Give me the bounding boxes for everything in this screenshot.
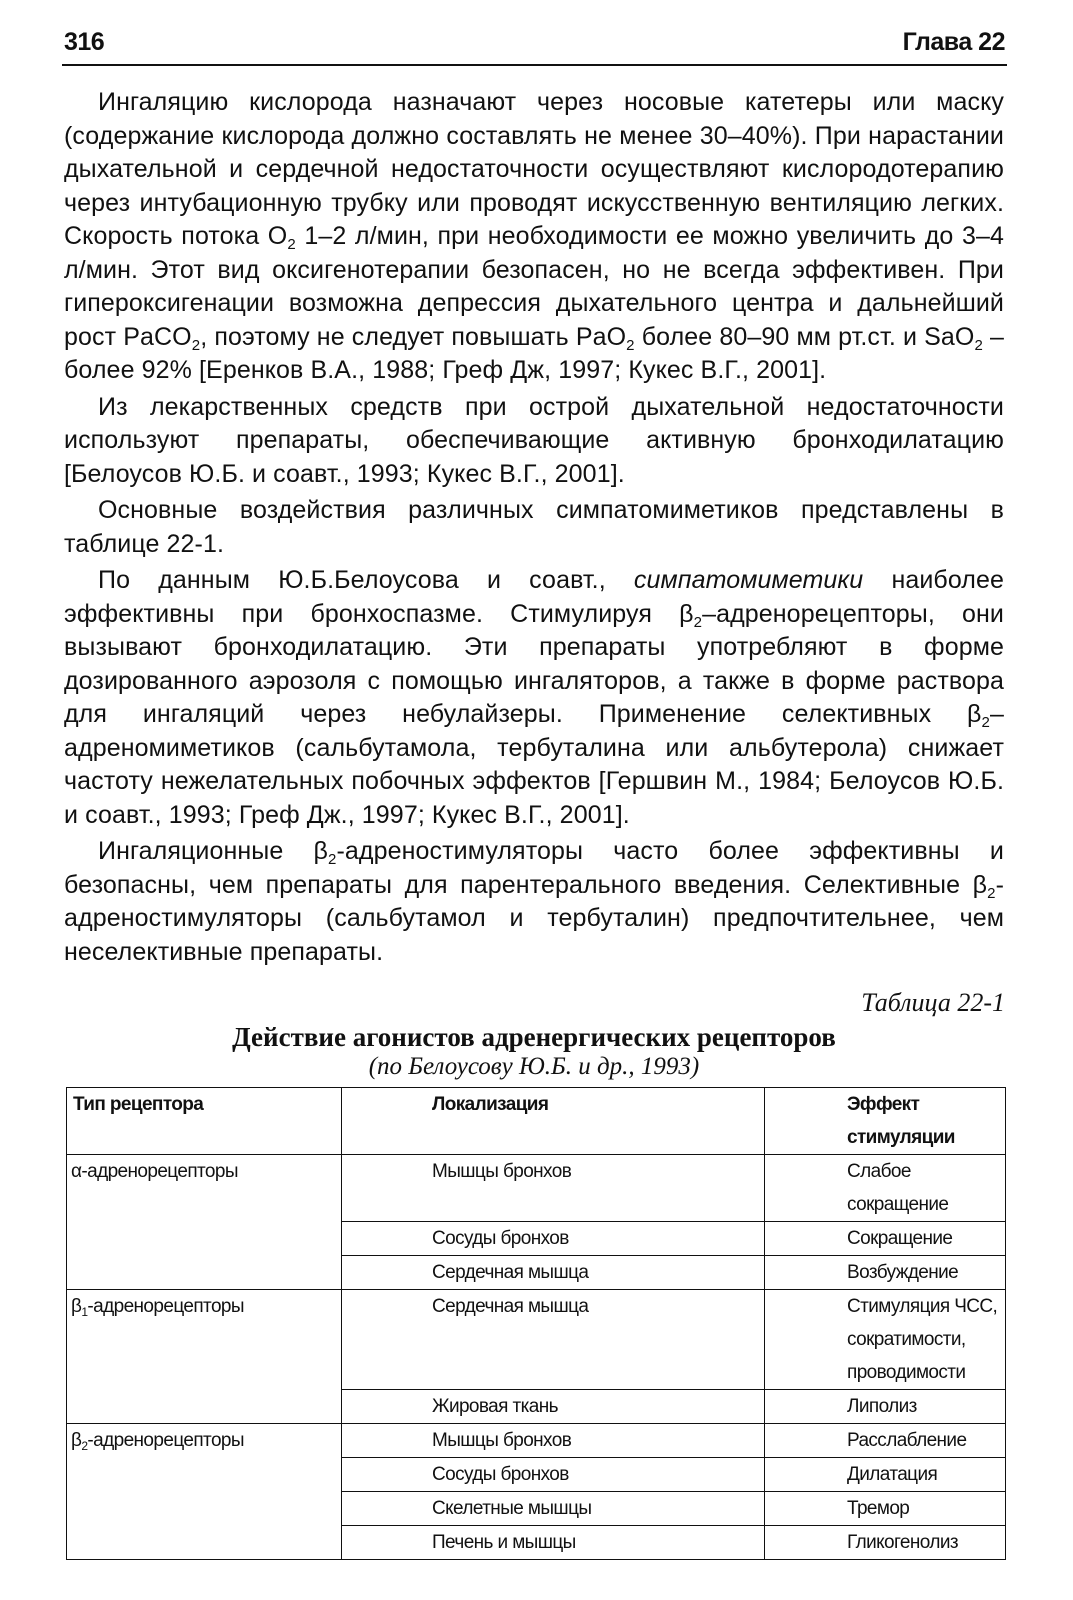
chapter-title: Глава 22 (902, 28, 1005, 56)
effect-cell: Возбуждение (765, 1256, 1006, 1290)
localization-cell: Жировая ткань (342, 1390, 765, 1424)
paragraph-inhaled-agonists: Ингаляционные $\beta_2$-адреностимуляторы часто более эффективны и безопасны, чем препараты для парентерального введения. Селективные $\beta_2$-адреностимуляторы (сальбутамол и тербуталин) предпочтительнее, чем неселективные препараты. (64, 837, 1004, 966)
page-number: 316 (64, 28, 105, 56)
paragraph-sympathomimetics: По данным Ю.Б.Белоусова и соавт., симпатомиметики наиболее эффективны при бронхоспазме. Стимулируя $\beta_2$–адренорецепторы, они вызывают бронходилатацию. Эти препараты употребляют в форме дозированного аэрозоля с помощью ингаляторов, а также в форме раствора для ингаляций через небулайзеры. Применение селективных $\beta_2$–адреномиметиков (сальбутамола, тербуталина или альбутерола) снижает частоту нежелательных побочных эффектов [Гершвин М., 1984; Белоусов Ю.Б. и соавт., 1993; Греф Дж., 1997; Кукес В.Г., 2001]. (64, 566, 1004, 829)
receptor-beta1: $\beta_1$-адренорецепторы (67, 1290, 342, 1424)
receptor-beta2: $\beta_2$-адренорецепторы (67, 1424, 342, 1560)
table-label: Таблица 22-1 (861, 988, 1005, 1017)
body-text (64, 86, 1004, 969)
receptor-table (66, 1087, 1006, 1560)
effect-cell: Сокращение (765, 1222, 1006, 1256)
effect-cell: Расслабление (765, 1424, 1006, 1458)
localization-cell: Сердечная мышца (342, 1256, 765, 1290)
effect-cell: Стимуляция ЧСС, сократимости, проводимости (765, 1290, 1006, 1390)
localization-cell: Скелетные мышцы (342, 1492, 765, 1526)
table-row (67, 1424, 1006, 1458)
table-title: Действие агонистов адренергических рецепторов (232, 1022, 836, 1052)
localization-cell: Мышцы бронхов (342, 1424, 765, 1458)
localization-cell: Мышцы бронхов (342, 1155, 765, 1222)
header-divider (62, 64, 1007, 66)
receptor-alpha: α-адренорецепторы (67, 1155, 342, 1290)
table-row (67, 1155, 1006, 1222)
paragraph-table-reference: Основные воздействия различных симпатомиметиков представлены в таблице 22-1. (64, 496, 1004, 558)
header-receptor-type: Тип рецептора (67, 1088, 342, 1155)
header-effect: Эффект стимуляции (765, 1088, 1006, 1155)
header-localization: Локализация (342, 1088, 765, 1155)
paragraph-oxygen-inhalation: Ингаляцию кислорода назначают через носовые катетеры или маску (содержание кислорода должно составлять не менее 30–40%). При нарастании дыхательной и сердечной недостаточности осуществляют кислородотерапию через интубационную трубку или проводят искусственную вентиляцию легких. Скорость потока $О_2$ 1–2 л/мин, при необходимости ее можно увеличить до 3–4 л/мин. Этот вид оксигенотерапии безопасен, но не всегда эффективен. При гипероксигенации возможна депрессия дыхательного центра и дальнейший рост PaCO$_2$, поэтому не следует повышать PaO$_2$ более 80–90 мм рт.ст. и SaO$_2$ – более 92% [Еренков В.А., 1988; Греф Дж, 1997; Кукес В.Г., 2001]. (64, 88, 1004, 384)
effect-cell: Дилатация (765, 1458, 1006, 1492)
paragraph-medications: Из лекарственных средств при острой дыхательной недостаточности используют препараты, обеспечивающие активную бронходилатацию [Белоусов Ю.Б. и соавт., 1993; Кукес В.Г., 2001]. (64, 392, 1004, 488)
effect-cell: Слабое сокращение (765, 1155, 1006, 1222)
localization-cell: Сердечная мышца (342, 1290, 765, 1390)
table-header-row (67, 1088, 1006, 1155)
localization-cell: Сосуды бронхов (342, 1222, 765, 1256)
effect-cell: Липолиз (765, 1390, 1006, 1424)
effect-cell: Гликогенолиз (765, 1526, 1006, 1560)
localization-cell: Печень и мышцы (342, 1526, 765, 1560)
table-row (67, 1290, 1006, 1390)
effect-cell: Тремор (765, 1492, 1006, 1526)
table-source: (по Белоусову Ю.Б. и др., 1993) (368, 1053, 700, 1080)
localization-cell: Сосуды бронхов (342, 1458, 765, 1492)
